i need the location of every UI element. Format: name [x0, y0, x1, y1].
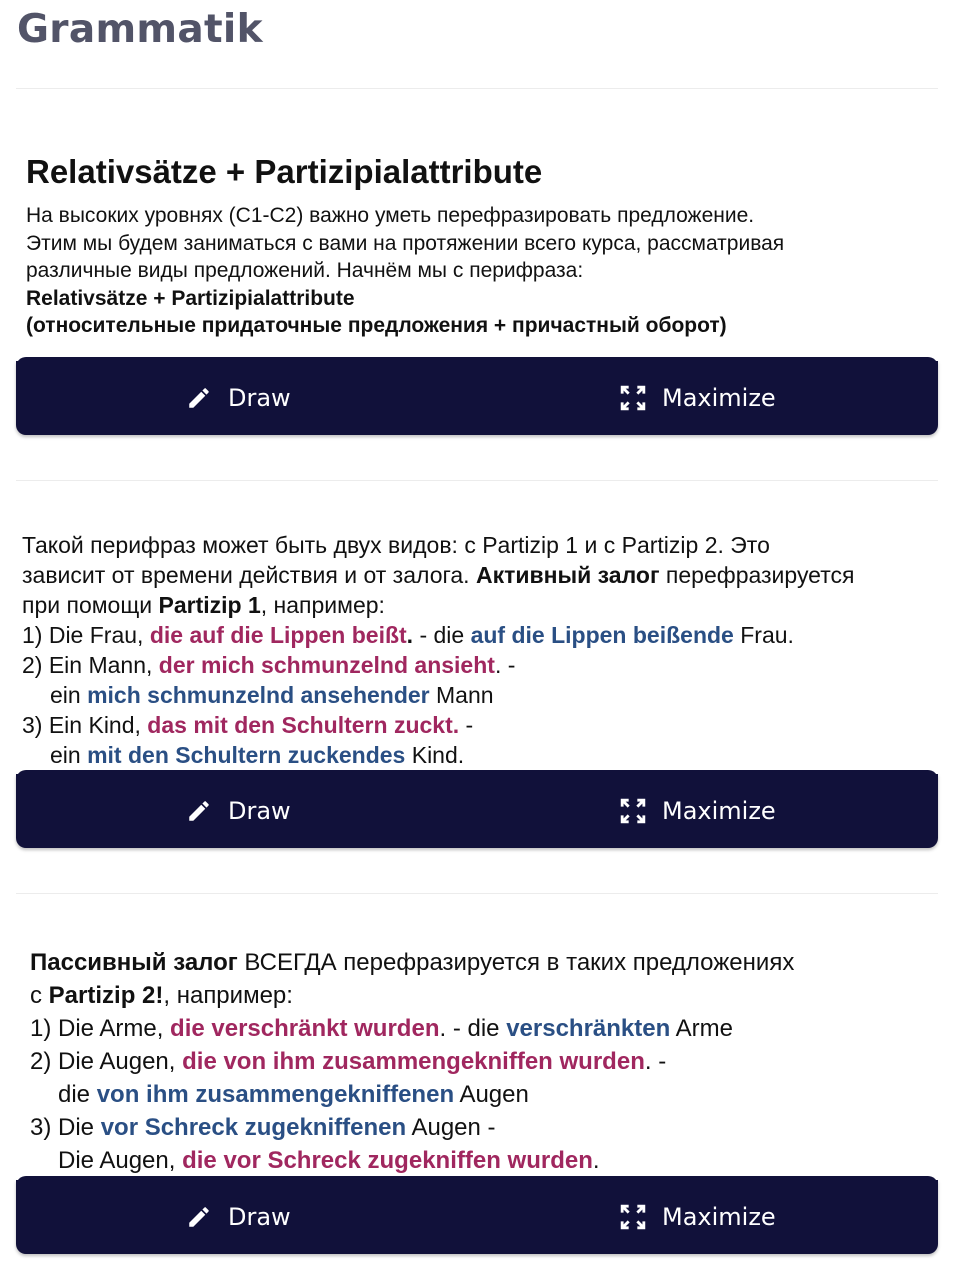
example-2: 2) Ein Mann, der mich schmunzelnd ansieht. -: [22, 652, 516, 678]
card-1-line: (относительные придаточные предложения + причастный оборот): [26, 314, 727, 337]
card-1-toolbar: [16, 361, 938, 435]
card-1-line: Этим мы будем заниматься с вами на протяжении всего курса, рассматривая: [26, 231, 785, 255]
card-1-heading: Relativsätze + Partizipialattribute: [26, 153, 543, 190]
card-2-line: зависит от времени действия и от залога. Активный залог перефразируется: [22, 562, 855, 588]
card-1-line: На высоких уровнях (С1-С2) важно уметь перефразировать предложение.: [26, 204, 755, 227]
draw-label: Draw: [228, 1203, 291, 1231]
maximize-button[interactable]: [620, 361, 776, 435]
card-2-line: Такой перифраз может быть двух видов: с Partizip 1 и с Partizip 2. Это: [22, 532, 770, 558]
example-2-rephrase: ein mich schmunzelnd ansehender Mann: [50, 682, 494, 708]
example-3-rephrase: ein mit den Schultern zuckendes Kind.: [50, 742, 465, 768]
card-3-content: [30, 946, 794, 1177]
card-3-line: с Partizip 2!, например:: [30, 982, 293, 1009]
expand-icon: [620, 798, 646, 824]
draw-button[interactable]: [186, 774, 291, 848]
draw-button[interactable]: [186, 361, 291, 435]
pencil-icon: [186, 798, 212, 824]
pencil-icon: [186, 1204, 212, 1230]
example-1: 1) Die Arme, die verschränkt wurden. - die verschränkten Arme: [30, 1015, 733, 1042]
maximize-label: Maximize: [662, 1203, 776, 1231]
divider: [16, 88, 938, 89]
maximize-label: Maximize: [662, 797, 776, 825]
page-title: Grammatik: [17, 7, 263, 52]
draw-label: Draw: [228, 384, 291, 412]
expand-icon: [620, 385, 646, 411]
expand-icon: [620, 1204, 646, 1230]
example-2-rephrase: die von ihm zusammengekniffenen Augen: [58, 1081, 529, 1108]
card-2-content: [22, 530, 854, 770]
draw-button[interactable]: [186, 1180, 291, 1254]
example-1: 1) Die Frau, die auf die Lippen beißt. - die auf die Lippen beißende Frau.: [22, 622, 794, 648]
example-2: 2) Die Augen, die von ihm zusammengekniffen wurden. -: [30, 1048, 667, 1075]
card-2-toolbar: [16, 774, 938, 848]
example-3: 3) Die vor Schreck zugekniffenen Augen -: [30, 1114, 496, 1141]
divider: [16, 893, 938, 894]
maximize-button[interactable]: [620, 1180, 776, 1254]
card-1-line: различные виды предложений. Начнём мы с перифраза:: [26, 259, 584, 282]
card-3-line: Пассивный залог ВСЕГДА перефразируется в таких предложениях: [30, 949, 795, 976]
card-3-toolbar: [16, 1180, 938, 1254]
pencil-icon: [186, 385, 212, 411]
divider: [16, 480, 938, 481]
example-3: 3) Ein Kind, das mit den Schultern zuckt. -: [22, 712, 474, 738]
maximize-label: Maximize: [662, 384, 776, 412]
maximize-button[interactable]: [620, 774, 776, 848]
card-1-line: Relativsätze + Partizipialattribute: [26, 286, 355, 310]
draw-label: Draw: [228, 797, 291, 825]
card-2-line: при помощи Partizip 1, например:: [22, 592, 385, 618]
card-1-content: [26, 152, 784, 340]
example-3-rephrase: Die Augen, die vor Schreck zugekniffen wurden.: [58, 1147, 600, 1174]
